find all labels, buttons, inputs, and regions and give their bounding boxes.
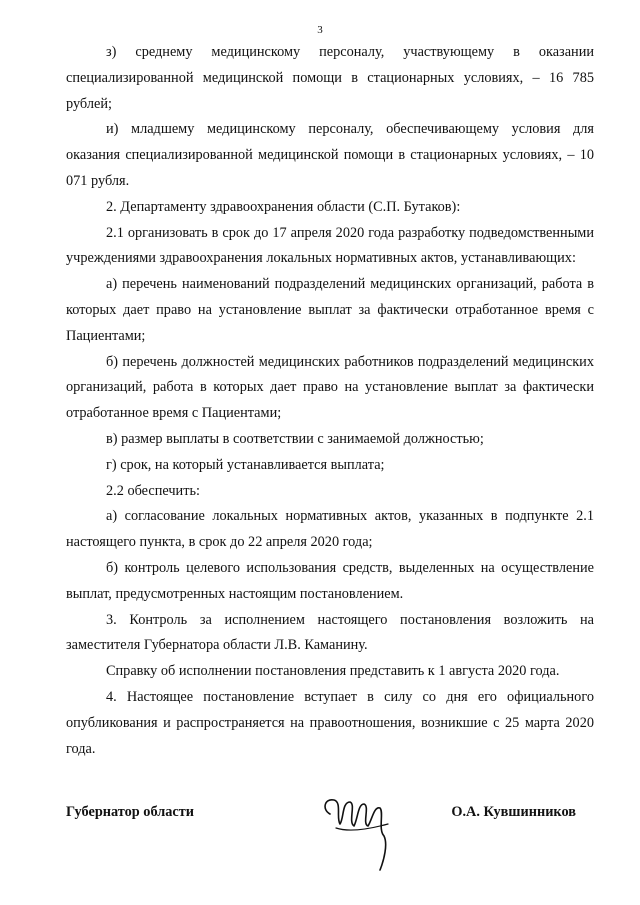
- page-number: 3: [317, 24, 323, 36]
- signatory-title: Губернатор области: [66, 804, 195, 820]
- paragraph: Справку об исполнении постановления представить к 1 августа 2020 года.: [106, 663, 560, 680]
- paragraph: г) срок, на который устанавливается выплата;: [106, 456, 385, 473]
- handwritten-signature: [318, 784, 408, 874]
- paragraph: 2.2 обеспечить:: [106, 482, 200, 499]
- paragraph: 3. Контроль за исполнением настоящего постановления возложить на заместителя Губернатора области Л.В. Каманину.: [66, 611, 594, 654]
- paragraph: а) согласование локальных нормативных актов, указанных в подпункте 2.1 настоящего пункта, в срок до 22 апреля 2020 года;: [66, 508, 594, 551]
- paragraph: 4. Настоящее постановление вступает в силу со дня его официального опубликования и распространяется на правоотношения, возникшие с 25 марта 2020 года.: [66, 688, 594, 757]
- paragraph: и) младшему медицинскому персоналу, обеспечивающему условия для оказания специализированной медицинской помощи в стационарных условиях, – 10 071 рубля.: [66, 121, 594, 189]
- paragraph: 2. Департаменту здравоохранения области (С.П. Бутаков):: [106, 198, 461, 215]
- paragraph: з) среднему медицинскому персоналу, участвующему в оказании специализированной медицинской помощи в стационарных условиях, – 16 785 рублей;: [66, 44, 594, 112]
- paragraph: б) перечень должностей медицинских работников подразделений медицинских организаций, работа в которых дает право на установление выплат за фактически отработанное время с Пациентами;: [66, 353, 594, 422]
- document-body: [66, 40, 594, 762]
- paragraph: в) размер выплаты в соответствии с занимаемой должностью;: [106, 430, 484, 447]
- paragraph: б) контроль целевого использования средств, выделенных на осуществление выплат, предусмотренных настоящим постановлением.: [66, 559, 594, 602]
- paragraph: а) перечень наименований подразделений медицинских организаций, работа в которых дает право на установление выплат за фактически отработанное время с Пациентами;: [66, 276, 594, 344]
- paragraph: 2.1 организовать в срок до 17 апреля 2020 года разработку подведомственными учреждениями здравоохранения локальных нормативных актов, устанавливающих:: [66, 224, 594, 267]
- signatory-name: О.А. Кувшинников: [451, 804, 576, 820]
- signature-block: [66, 804, 594, 844]
